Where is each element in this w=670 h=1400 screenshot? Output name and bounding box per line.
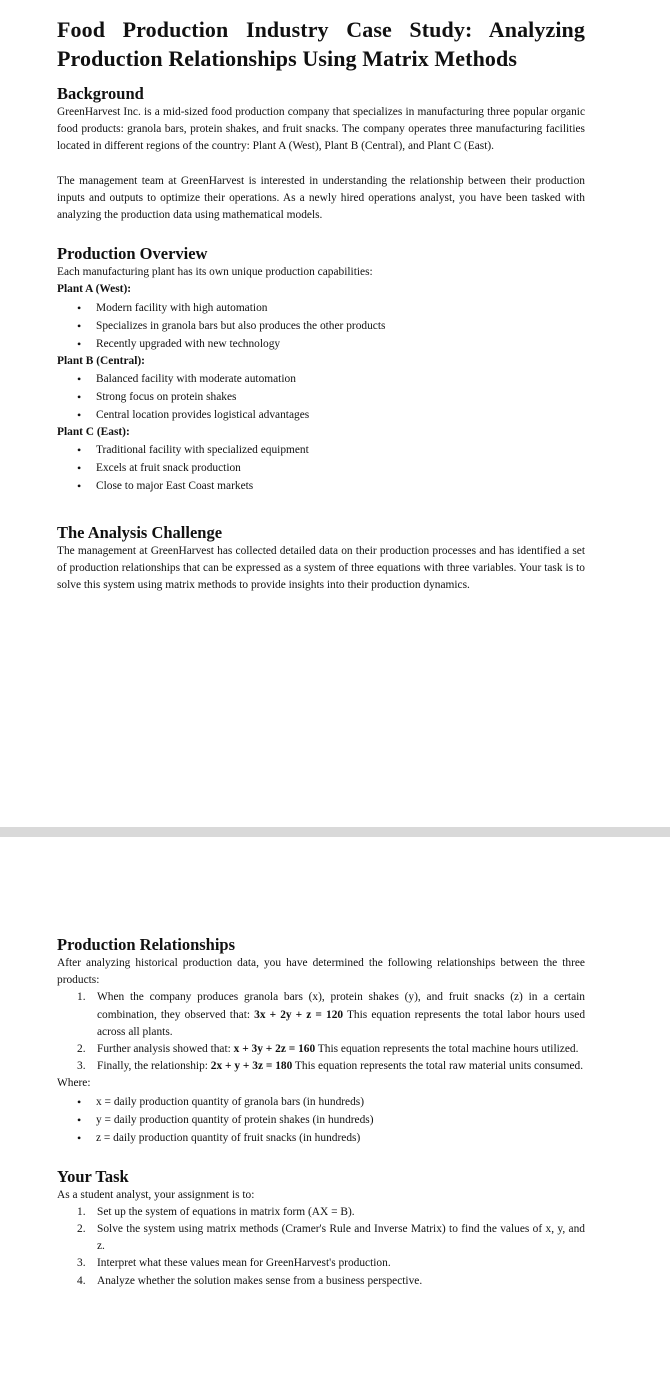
list-number: 2. [77,1223,86,1236]
plant-b-list [57,370,585,424]
relationships-heading: Production Relationships [57,935,236,954]
plant-c-label: Plant C (East): [57,425,130,438]
plant-a-list [57,299,585,353]
task-list [57,1204,585,1290]
list-number: 1. [77,1205,86,1218]
overview-heading: Production Overview [57,244,208,264]
page-1-content [57,15,585,595]
list-item: • x = daily production quantity of granola bars (in hundreds) [57,1093,585,1111]
background-paragraph-2: The management team at GreenHarvest is interested in understanding the relationship between their production inputs and outputs to optimize their operations. As a newly hired operations analyst, you have been tasked with analyzing the production data using mathematical models. [57,174,585,222]
list-number: 3. [77,1257,86,1270]
where-label: Where: [57,1077,91,1090]
list-item: • Recently upgraded with new technology [57,335,585,353]
relationships-intro: After analyzing historical production data, you have determined the following relationships between the three products: [57,957,585,987]
challenge-paragraph: The management at GreenHarvest has collected detailed data on their production processes and has identified a set of production relationships that can be expressed as a system of three equations with three variables. Your task is to solve this system using matrix methods to provide insights into their production dynamics. [57,545,585,592]
task-text: Set up the system of equations in matrix form (AX = B). [97,1205,355,1218]
overview-intro: Each manufacturing plant has its own unique production capabilities: [57,266,373,279]
plant-b-label: Plant B (Central): [57,354,145,367]
task-intro: As a student analyst, your assignment is to: [57,1188,255,1201]
list-item: • Modern facility with high automation [57,299,585,317]
list-item: • Close to major East Coast markets [57,477,585,495]
task-heading: Your Task [57,1166,129,1186]
relationship-text: When the company produces granola bars (x), protein shakes (y), and fruit snacks (z) in a certain combination, they observed that: [97,991,585,1021]
task-text: Solve the system using matrix methods (Cramer's Rule and Inverse Matrix) to find the values of x, y, and z. [97,1223,585,1253]
list-item: • Specializes in granola bars but also produces the other products [57,317,585,335]
background-paragraph-1: GreenHarvest Inc. is a mid-sized food production company that specializes in manufacturing three popular organic food products: granola bars, protein shakes, and fruit snacks. The company operates three manufacturing facilities located in different regions of the country: Plant A (West), Plant B (Central), and Plant C (East). [57,106,585,153]
task-text: Interpret what these values mean for GreenHarvest's production. [97,1257,391,1270]
list-number: 1. [77,991,86,1004]
plant-a-label: Plant A (West): [57,283,132,296]
equation: 2x + y + 3z = 180 [210,1060,293,1073]
page-2-content [57,935,585,1290]
variable-definitions [57,1093,585,1147]
list-item [57,1204,585,1221]
page-separator [0,827,670,837]
list-item [57,1255,585,1272]
relationships-list [57,989,585,1075]
list-item [57,1041,585,1058]
list-item [57,1273,585,1290]
equation: 3x + 2y + z = 120 [254,1008,344,1021]
list-item: • Excels at fruit snack production [57,459,585,477]
relationship-text: This equation represents the total raw material units consumed. [292,1060,584,1073]
relationship-text: Finally, the relationship: [97,1060,211,1073]
list-item: • y = daily production quantity of protein shakes (in hundreds) [57,1111,585,1129]
list-number: 2. [77,1043,86,1056]
list-item [57,1221,585,1255]
document-title: Food Production Industry Case Study: Analyzing Production Relationships Using Matrix Methods [57,17,585,71]
list-number: 3. [77,1060,86,1073]
plant-c-list [57,441,585,495]
relationship-text: This equation represents the total labor hours used across all plants. [97,1008,586,1038]
list-item: • Balanced facility with moderate automation [57,370,585,388]
list-item: • Central location provides logistical advantages [57,406,585,424]
list-item [57,1058,585,1075]
list-item [57,989,585,1041]
relationship-text: Further analysis showed that: [97,1043,234,1056]
list-number: 4. [77,1274,86,1287]
challenge-heading: The Analysis Challenge [57,523,223,543]
task-text: Analyze whether the solution makes sense from a business perspective. [97,1274,423,1287]
list-item: • z = daily production quantity of fruit snacks (in hundreds) [57,1129,585,1147]
background-heading: Background [57,84,144,103]
equation: x + 3y + 2z = 160 [233,1043,316,1056]
page-2 [0,837,670,1400]
list-item: • Traditional facility with specialized equipment [57,441,585,459]
list-item: • Strong focus on protein shakes [57,388,585,406]
relationship-text: This equation represents the total machine hours utilized. [315,1043,579,1056]
